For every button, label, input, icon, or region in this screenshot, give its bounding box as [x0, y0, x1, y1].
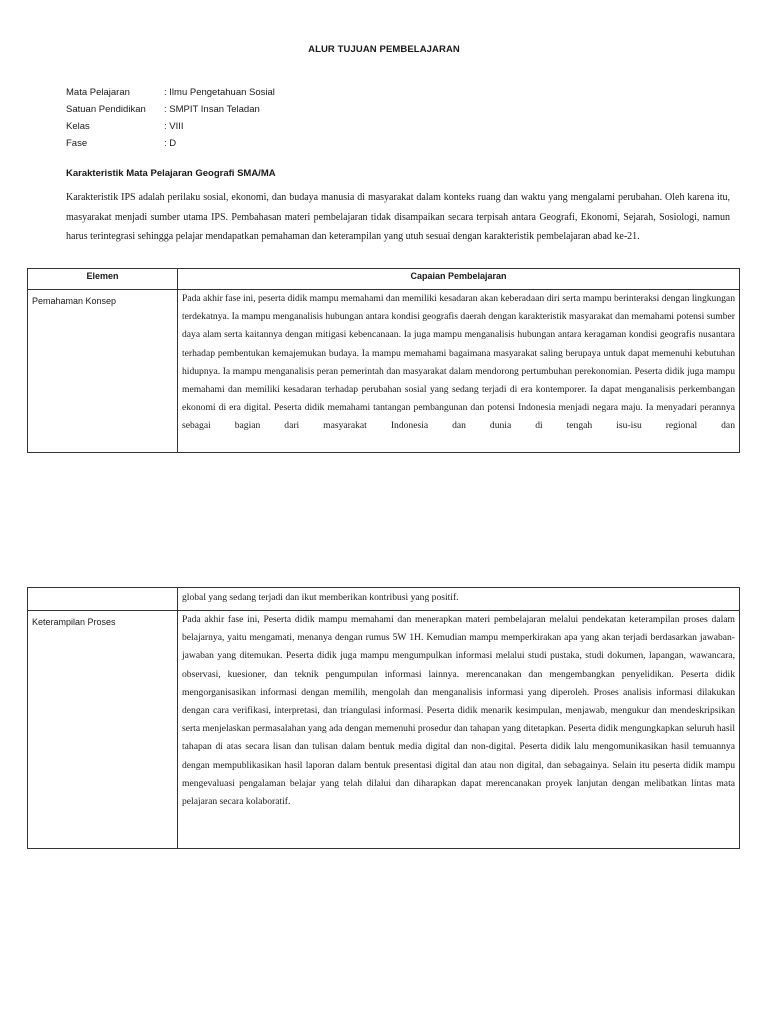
- element-cell: [28, 611, 178, 849]
- learning-outcomes-table-continued: [27, 587, 740, 849]
- meta-row-subject: [66, 84, 275, 101]
- outcome-cell: [178, 290, 740, 453]
- document-title: ALUR TUJUAN PEMBELAJARAN: [308, 44, 460, 55]
- meta-label: Kelas: [66, 121, 90, 132]
- element-label: Keterampilan Proses: [32, 617, 116, 627]
- table-header-row: [28, 269, 740, 290]
- outcome-cell: [178, 611, 740, 849]
- meta-value: : D: [164, 138, 177, 149]
- outcome-continuation-text: global yang sedang terjadi dan ikut memberikan kontribusi yang positif.: [182, 592, 459, 603]
- meta-label: Fase: [66, 138, 88, 149]
- table-row: [28, 290, 740, 453]
- meta-row-school: [66, 101, 275, 118]
- meta-value: : SMPIT Insan Teladan: [164, 104, 260, 115]
- meta-row-class: [66, 118, 275, 135]
- meta-value: : VIII: [164, 121, 184, 132]
- meta-value: : Ilmu Pengetahuan Sosial: [164, 87, 275, 98]
- section-heading: Karakteristik Mata Pelajaran Geografi SMA/MA: [66, 168, 276, 179]
- meta-row-phase: [66, 135, 275, 152]
- outcome-text: Pada akhir fase ini, Peserta didik mampu memahami dan menerapkan materi pembelajaran melalui pendekatan keterampilan proses dalam belajarnya, yaitu mengamati, menanya dengan rumus 5W 1H. Kemudian mampu memperkirakan apa yang akan terjadi berdasarkan jawaban-jawaban yang ditemukan. Peserta didik juga mampu mengumpulkan informasi melalui studi pustaka, studi dokumen, lapangan, wawancara, observasi, kuesioner, dan teknik pengumpulan informasi lainnya. merencanakan dan mengembangkan penyelidikan. Peserta didik mengorganisasikan informasi dengan memilih, mengolah dan menganalisis informasi yang diperoleh. Proses analisis informasi dilakukan dengan cara verifikasi, interpretasi, dan triangulasi informasi. Peserta didik menarik kesimpulan, menjawab, mengukur dan mendeskripsikan serta menjelaskan permasalahan yang ada dengan memenuhi prosedur dan tahapan yang ditetapkan. Peserta didik mengungkapkan seluruh hasil tahapan di atas secara lisan dan tulisan dalam bentuk media digital dan non-digital. Peserta didik lalu mengomunikasikan hasil temuannya dengan mempublikasikan hasil laporan dalam bentuk presentasi digital dan atau non digital, dan sebagainya. Selain itu peserta didik mampu mengevaluasi pengalaman belajar yang telah dilalui dan diharapkan dapat merencanakan proyek lanjutan dengan melibatkan lintas mata pelajaran secara kolaboratif.: [182, 614, 735, 808]
- meta-label: Satuan Pendidikan: [66, 104, 146, 115]
- intro-paragraph: Karakteristik IPS adalah perilaku sosial, ekonomi, dan budaya manusia di masyarakat dalam konteks ruang dan waktu yang mengalami perubahan. Oleh karena itu, masyarakat menjadi sumber utama IPS. Pembahasan materi pembelajaran tidak disampaikan secara terpisah antara Geografi, Ekonomi, Sejarah, Sosiologi, namun harus terintegrasi sehingga pelajar mendapatkan pemahaman dan keterampilan yang utuh sesuai dengan karakteristik pembelajaran abad ke-21.: [66, 192, 730, 242]
- outcome-text: Pada akhir fase ini, peserta didik mampu memahami dan memiliki kesadaran akan keberadaan diri serta mampu berinteraksi dengan lingkungan terdekatnya. Ia mampu menganalisis hubungan antara kondisi geografis daerah dengan karakteristik masyarakat dan memahami potensi sumber daya alam serta kaitannya dengan mitigasi kebencanaan. Ia juga mampu menganalisis hubungan antara keragaman kondisi geografis nusantara terhadap pembentukan kemajemukan budaya. Ia mampu memahami bagaimana masyarakat saling berupaya untuk dapat memenuhi kebutuhan hidupnya. Ia mampu menganalisis peran pemerintah dan masyarakat dalam mendorong pertumbuhan perekonomian. Peserta didik juga mampu memahami dan memiliki kesadaran terhadap perubahan sosial yang sedang terjadi di era kontemporer. Ia dapat menganalisis perkembangan ekonomi di era digital. Peserta didik memahami tantangan pembangunan dan potensi Indonesia menjadi negara maju. Ia menyadari perannya sebagai bagian dari masyarakat Indonesia dan dunia di tengah isu-isu regional dan: [182, 293, 735, 432]
- document-meta: [66, 84, 275, 152]
- table-row: [28, 588, 740, 611]
- element-cell: [28, 290, 178, 453]
- outcome-cell: [178, 588, 740, 611]
- header-outcome: Capaian Pembelajaran: [178, 269, 740, 290]
- header-element: Elemen: [28, 269, 178, 290]
- learning-outcomes-table: [27, 268, 740, 453]
- element-label: Pemahaman Konsep: [32, 296, 117, 306]
- element-cell: [28, 588, 178, 611]
- table-row: [28, 611, 740, 849]
- meta-label: Mata Pelajaran: [66, 87, 130, 98]
